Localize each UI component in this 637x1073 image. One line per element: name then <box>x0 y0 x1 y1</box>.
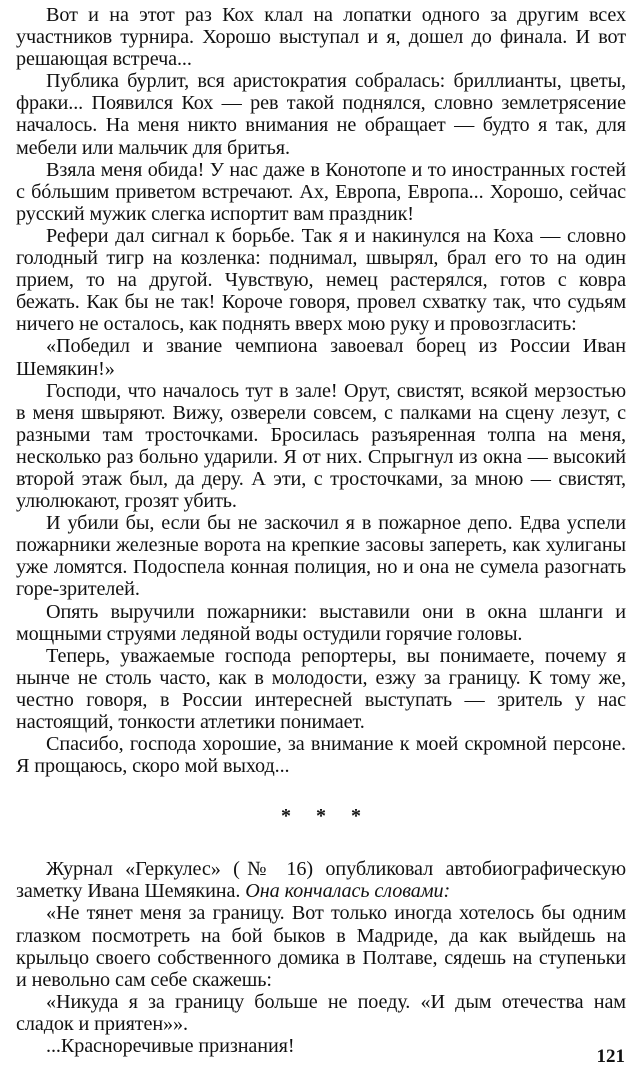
paragraph: Спасибо, господа хорошие, за внимание к моей скромной персоне. Я прощаюсь, скоро мой выход... <box>16 733 626 778</box>
page-number: 121 <box>596 1046 625 1067</box>
journal-intro-paragraph <box>16 858 626 902</box>
journal-intro-text: Журнал «Геркулес» (№ 16) опубликовал автобиографическую заметку Ивана Шемякина. <box>16 858 626 903</box>
journal-intro-italic: Она кончалась словами: <box>245 880 451 903</box>
paragraph: Господи, что началось тут в зале! Орут, свистят, всякой мерзостью в меня швыряют. Вижу, озверели совсем, с палками на сцену лезут, с разными там тросточками. Бросилась разъяренная толпа на меня, несколько раз больно ударили. Я от них. Спрыгнул из окна — высокий второй этаж был, да деру. А эти, с тросточками, за мною — свистят, улюлюкают, грозят убить. <box>16 379 626 513</box>
paragraph: «Победил и звание чемпиона завоевал борец из России Иван Шемякин!» <box>16 335 626 380</box>
paragraph: Публика бурлит, вся аристократия собралась: бриллианты, цветы, фраки... Появился Кох — рев такой поднялся, словно землетрясение началось. На меня никто внимания не обращает — будто я так, для мебели или мальчик для бритья. <box>16 70 626 159</box>
section-journal <box>16 858 626 1057</box>
paragraph: И убили бы, если бы не заскочил я в пожарное депо. Едва успели пожарники железные ворота на крепкие засовы запереть, как хулиганы уже ломятся. Подоспела конная полиция, но и она не сумела разогнать горе-зрителей. <box>16 512 626 601</box>
page-content <box>16 4 626 1057</box>
quote-paragraph: «Не тянет меня за границу. Вот только иногда хотелось бы одним глазком посмотреть на бой быков в Мадриде, да как выйдешь на крыльцо своего собственного домика в Полтаве, сядешь на ступеньки и невольно сам себе скажешь: <box>16 902 626 991</box>
closing-paragraph: ...Красноречивые признания! <box>46 1035 295 1058</box>
section-separator: * * * <box>281 805 371 828</box>
paragraph: Взяла меня обида! У нас даже в Конотопе и то иностранных гостей с бóльшим приветом встречают. Ах, Европа, Европа... Хорошо, сейчас русский мужик слегка испортит вам праздник! <box>16 158 626 225</box>
paragraph: Опять выручили пожарники: выставили они в окна шланги и мощными струями ледяной воды остудили горячие головы. <box>16 600 626 645</box>
section-memoir <box>16 4 626 777</box>
paragraph: Рефери дал сигнал к борьбе. Так я и накинулся на Коха — словно голодный тигр на козленка: поднимал, швырял, брал его то на один прием, то на другой. Чувствую, немец растерялся, готов с ковра бежать. Как бы не так! Короче говоря, провел схватку так, что судьям ничего не осталось, как поднять вверх мою руку и провозгласить: <box>16 224 626 336</box>
paragraph: Теперь, уважаемые господа репортеры, вы понимаете, почему я нынче не столь часто, как в молодости, езжу за границу. К тому же, честно говоря, в России интересней выступать — зритель у нас настоящий, тонкости атлетики понимает. <box>16 644 626 733</box>
paragraph: Вот и на этот раз Кох клал на лопатки одного за другим всех участников турнира. Хорошо выступал и я, дошел до финала. И вот решающая встреча... <box>16 4 626 71</box>
quote-paragraph: «Никуда я за границу больше не поеду. «И дым отечества нам сладок и приятен»». <box>16 990 626 1035</box>
